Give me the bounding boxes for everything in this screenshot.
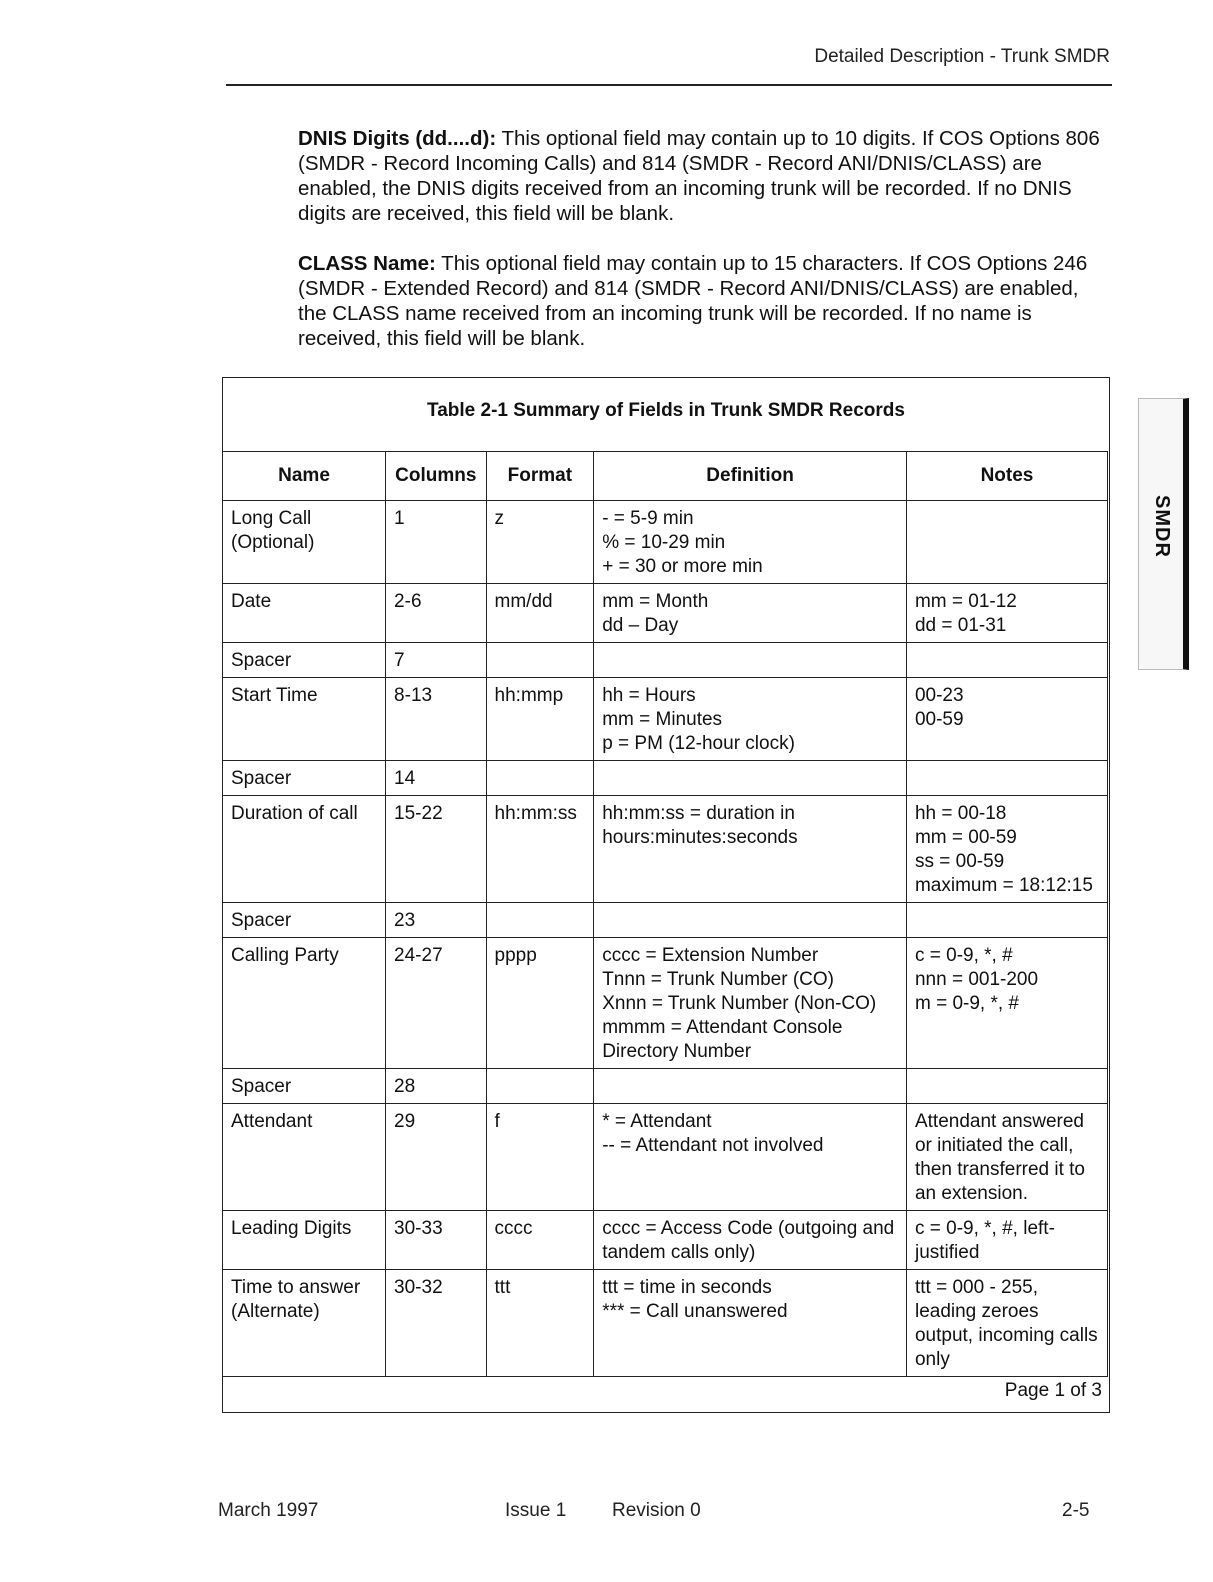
cell-definition bbox=[594, 501, 907, 584]
cell-definition bbox=[594, 796, 907, 903]
cell-format: cccc bbox=[486, 1211, 594, 1270]
cell-columns: 23 bbox=[386, 903, 486, 938]
definition-line: mmmm = Attendant Console Directory Number bbox=[602, 1017, 843, 1062]
table-row bbox=[223, 796, 1108, 903]
cell-name: Spacer bbox=[223, 1069, 386, 1104]
definition-line: p = PM (12-hour clock) bbox=[602, 733, 795, 754]
header-rule bbox=[226, 84, 1112, 86]
cell-columns: 30-32 bbox=[386, 1270, 486, 1377]
cell-columns: 28 bbox=[386, 1069, 486, 1104]
table-row bbox=[223, 1211, 1108, 1270]
header-columns: Columns bbox=[386, 452, 486, 501]
cell-definition bbox=[594, 761, 907, 796]
cell-columns: 1 bbox=[386, 501, 486, 584]
cell-columns: 29 bbox=[386, 1104, 486, 1211]
definition-line: *** = Call unanswered bbox=[602, 1301, 788, 1322]
cell-columns: 24-27 bbox=[386, 938, 486, 1069]
cell-definition bbox=[594, 1069, 907, 1104]
cell-notes bbox=[906, 1104, 1107, 1211]
cell-format bbox=[486, 903, 594, 938]
table-row bbox=[223, 643, 1108, 678]
definition-line: cccc = Access Code (outgoing and tandem calls only) bbox=[602, 1218, 895, 1263]
header-name: Name bbox=[223, 452, 386, 501]
cell-notes bbox=[906, 1069, 1107, 1104]
table-header-row bbox=[223, 452, 1108, 501]
footer-page-number: 2-5 bbox=[1062, 1500, 1090, 1521]
cell-definition bbox=[594, 1104, 907, 1211]
cell-format: ttt bbox=[486, 1270, 594, 1377]
notes-line: hh = 00-18 bbox=[914, 803, 1007, 824]
definition-line: Xnnn = Trunk Number (Non-CO) bbox=[602, 993, 877, 1014]
cell-definition bbox=[594, 903, 907, 938]
definition-line: + = 30 or more min bbox=[602, 556, 763, 577]
cell-notes bbox=[906, 903, 1107, 938]
cell-name: Spacer bbox=[223, 643, 386, 678]
cell-columns: 8-13 bbox=[386, 678, 486, 761]
cell-format bbox=[486, 643, 594, 678]
table-row bbox=[223, 678, 1108, 761]
notes-line: Attendant answered or initiated the call, then transferred it to an extension. bbox=[914, 1111, 1086, 1204]
notes-line: m = 0-9, *, # bbox=[914, 993, 1019, 1014]
cell-name: Time to answer (Alternate) bbox=[223, 1270, 386, 1377]
cell-name: Date bbox=[223, 584, 386, 643]
table-row bbox=[223, 584, 1108, 643]
cell-name: Duration of call bbox=[223, 796, 386, 903]
table-caption: Table 2-1 Summary of Fields in Trunk SMDR Records bbox=[427, 400, 905, 421]
dnis-paragraph bbox=[298, 126, 1110, 226]
notes-line: nnn = 001-200 bbox=[914, 969, 1039, 990]
notes-line: 00-23 bbox=[914, 685, 964, 706]
table-row bbox=[223, 903, 1108, 938]
definition-line: mm = Month bbox=[602, 591, 709, 612]
table-body bbox=[223, 501, 1108, 1377]
smdr-side-tab bbox=[1138, 398, 1189, 670]
footer-revision: Revision 0 bbox=[612, 1500, 701, 1521]
cell-format: z bbox=[486, 501, 594, 584]
definition-line: dd – Day bbox=[602, 615, 679, 636]
header-definition: Definition bbox=[594, 452, 907, 501]
table-row bbox=[223, 501, 1108, 584]
definition-line: -- = Attendant not involved bbox=[602, 1135, 824, 1156]
definition-line: Tnnn = Trunk Number (CO) bbox=[602, 969, 834, 990]
table-row bbox=[223, 938, 1108, 1069]
cell-name: Leading Digits bbox=[223, 1211, 386, 1270]
cell-notes bbox=[906, 938, 1107, 1069]
table-row bbox=[223, 761, 1108, 796]
cell-format bbox=[486, 761, 594, 796]
table-row bbox=[223, 1069, 1108, 1104]
cell-notes bbox=[906, 761, 1107, 796]
cell-definition bbox=[594, 678, 907, 761]
cell-columns: 14 bbox=[386, 761, 486, 796]
cell-name: Calling Party bbox=[223, 938, 386, 1069]
side-tab-label: SMDR bbox=[1151, 495, 1173, 558]
definition-line: hh = Hours bbox=[602, 685, 696, 706]
cell-name: Spacer bbox=[223, 903, 386, 938]
header-format: Format bbox=[486, 452, 594, 501]
notes-line: mm = 00-59 bbox=[914, 827, 1017, 848]
cell-name: Start Time bbox=[223, 678, 386, 761]
footer-issue: Issue 1 bbox=[505, 1500, 567, 1521]
cell-name: Long Call (Optional) bbox=[223, 501, 386, 584]
cell-name: Attendant bbox=[223, 1104, 386, 1211]
cell-notes bbox=[906, 501, 1107, 584]
notes-line: ss = 00-59 bbox=[914, 851, 1005, 872]
notes-line: 00-59 bbox=[914, 709, 964, 730]
notes-line: ttt = 000 - 255, leading zeroes output, incoming calls only bbox=[914, 1277, 1098, 1370]
cell-columns: 7 bbox=[386, 643, 486, 678]
cell-definition bbox=[594, 643, 907, 678]
definition-line: hh:mm:ss = duration in hours:minutes:seconds bbox=[602, 803, 798, 848]
definition-line: - = 5-9 min bbox=[602, 508, 694, 529]
cell-format: mm/dd bbox=[486, 584, 594, 643]
table-row bbox=[223, 1270, 1108, 1377]
cell-notes bbox=[906, 678, 1107, 761]
cell-columns: 2-6 bbox=[386, 584, 486, 643]
definition-line: mm = Minutes bbox=[602, 709, 723, 730]
notes-line: dd = 01-31 bbox=[914, 615, 1007, 636]
definition-line: % = 10-29 min bbox=[602, 532, 726, 553]
cell-notes bbox=[906, 643, 1107, 678]
table-page-indicator: Page 1 of 3 bbox=[1004, 1380, 1102, 1401]
notes-line: c = 0-9, *, #, left-justified bbox=[914, 1218, 1055, 1263]
class-name-paragraph bbox=[298, 251, 1110, 351]
definition-line: * = Attendant bbox=[602, 1111, 712, 1132]
definition-line: ttt = time in seconds bbox=[602, 1277, 772, 1298]
class-name-term: CLASS Name: bbox=[298, 252, 436, 275]
cell-format bbox=[486, 1069, 594, 1104]
cell-notes bbox=[906, 1270, 1107, 1377]
dnis-term: DNIS Digits (dd....d): bbox=[298, 127, 497, 150]
cell-name: Spacer bbox=[223, 761, 386, 796]
definition-line: cccc = Extension Number bbox=[602, 945, 819, 966]
cell-columns: 30-33 bbox=[386, 1211, 486, 1270]
cell-format: f bbox=[486, 1104, 594, 1211]
cell-definition bbox=[594, 1211, 907, 1270]
fields-table bbox=[222, 451, 1108, 1377]
cell-columns: 15-22 bbox=[386, 796, 486, 903]
cell-definition bbox=[594, 938, 907, 1069]
cell-notes bbox=[906, 584, 1107, 643]
cell-format: hh:mmp bbox=[486, 678, 594, 761]
footer-date: March 1997 bbox=[218, 1500, 319, 1521]
notes-line: maximum = 18:12:15 bbox=[914, 875, 1093, 896]
notes-line: mm = 01-12 bbox=[914, 591, 1017, 612]
cell-notes bbox=[906, 1211, 1107, 1270]
table-row bbox=[223, 1104, 1108, 1211]
header-notes: Notes bbox=[906, 452, 1107, 501]
cell-format: pppp bbox=[486, 938, 594, 1069]
dnis-text: This optional field may contain up to 10 digits. If COS Options 806 (SMDR - Record Incoming Calls) and 814 (SMDR - Record ANI/DNIS/CLASS) are enabled, the DNIS digits received from an incoming trunk will be recorded. If no DNIS digits are received, this field will be blank. bbox=[298, 127, 1100, 225]
notes-line: c = 0-9, *, # bbox=[914, 945, 1013, 966]
cell-notes bbox=[906, 796, 1107, 903]
class-name-text: This optional field may contain up to 15 characters. If COS Options 246 (SMDR - Extended Record) and 814 (SMDR - Record ANI/DNIS/CLASS) are enabled, the CLASS name received from an incoming trunk will be recorded. If no name is received, this field will be blank. bbox=[298, 252, 1088, 350]
cell-definition bbox=[594, 584, 907, 643]
running-head: Detailed Description - Trunk SMDR bbox=[814, 46, 1110, 67]
cell-definition bbox=[594, 1270, 907, 1377]
cell-format: hh:mm:ss bbox=[486, 796, 594, 903]
